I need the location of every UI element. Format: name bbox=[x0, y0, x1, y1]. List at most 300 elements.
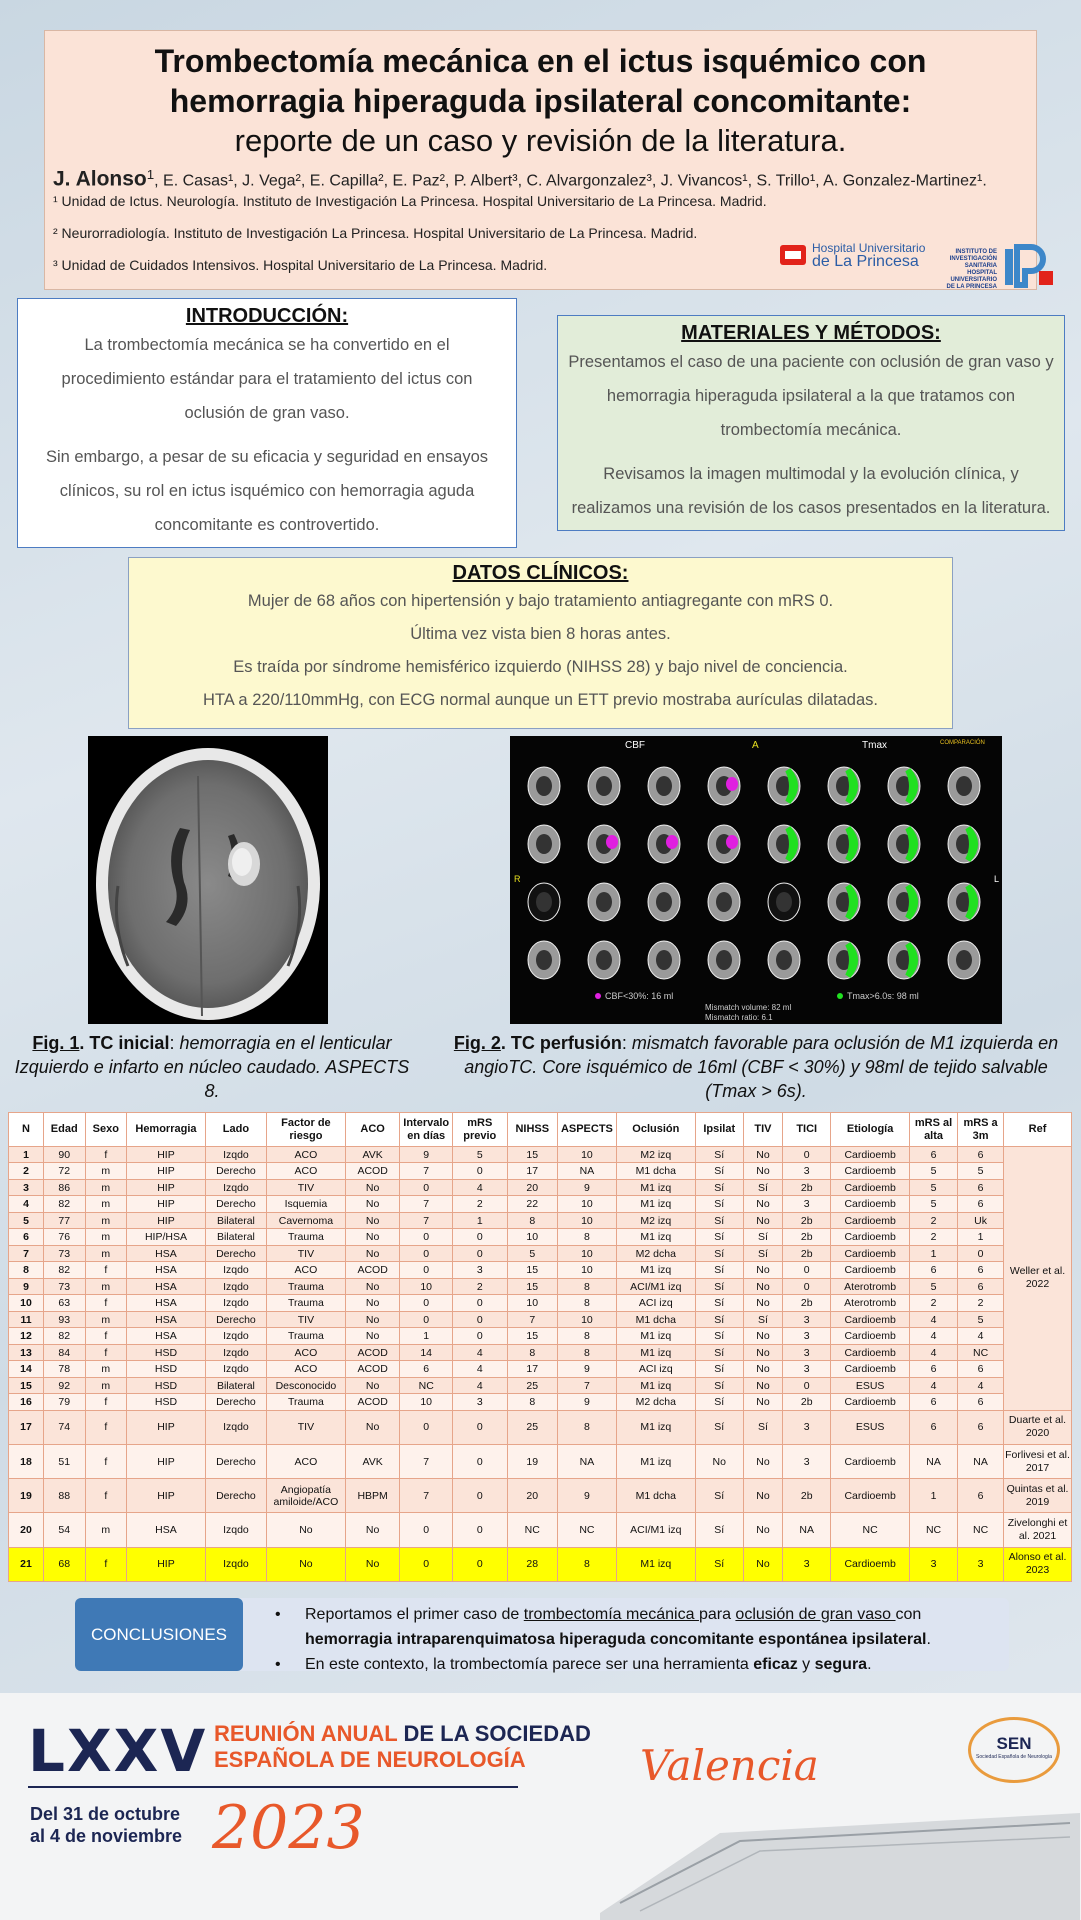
table-cell: 10 bbox=[557, 1245, 616, 1261]
table-cell: 10 bbox=[507, 1229, 557, 1245]
table-cell: Angiopatía amiloide/ACO bbox=[267, 1479, 346, 1513]
table-cell: Sí bbox=[695, 1212, 743, 1228]
clinical-line-4: HTA a 220/110mmHg, con ECG normal aunque un ETT previo mostraba aurículas dilatadas. bbox=[202, 691, 878, 709]
left-side-label: L bbox=[994, 874, 1000, 884]
hospital-logo-line1: Hospital Universitario bbox=[812, 241, 926, 255]
table-cell: f bbox=[85, 1328, 127, 1344]
table-cell: 0 bbox=[452, 1311, 507, 1327]
table-cell: No bbox=[345, 1410, 400, 1444]
table-cell: 0 bbox=[783, 1262, 831, 1278]
table-cell: NC bbox=[507, 1513, 557, 1547]
figure-2-description: mismatch favorable para oclusión de M1 izquierda en angioTC. Core isquémico de 16ml (CBF < 30%) y 98ml de tejido salvable (Tmax > 6s). bbox=[464, 1033, 1059, 1101]
table-cell: Cardioemb bbox=[831, 1479, 910, 1513]
introduction-heading: INTRODUCCIÓN: bbox=[185, 305, 349, 327]
table-cell: 0 bbox=[400, 1311, 452, 1327]
tmax-lesion-mark bbox=[788, 770, 795, 802]
table-cell: 9 bbox=[557, 1479, 616, 1513]
table-cell: f bbox=[85, 1344, 127, 1360]
table-cell: 8 bbox=[507, 1394, 557, 1410]
table-cell: f bbox=[85, 1262, 127, 1278]
table-cell: M1 izq bbox=[616, 1262, 695, 1278]
table-cell: M1 izq bbox=[616, 1547, 695, 1581]
perfusion-maps-grid bbox=[510, 736, 1002, 1024]
affiliation-3: ³ Unidad de Cuidados Intensivos. Hospital Universitario de La Princesa. Madrid. bbox=[53, 257, 548, 274]
table-cell: 2 bbox=[910, 1295, 958, 1311]
table-cell: 10 bbox=[9, 1295, 44, 1311]
table-cell: 8 bbox=[557, 1229, 616, 1245]
table-cell: No bbox=[743, 1295, 782, 1311]
conclusions-panel bbox=[75, 1598, 1009, 1671]
table-cell: f bbox=[85, 1295, 127, 1311]
table-cell: 3 bbox=[783, 1196, 831, 1212]
hospital-princesa-logo bbox=[780, 241, 925, 269]
table-cell: No bbox=[345, 1212, 400, 1228]
table-cell: No bbox=[743, 1547, 782, 1581]
clinical-heading: DATOS CLÍNICOS: bbox=[452, 562, 629, 584]
table-cell: Cardioemb bbox=[831, 1179, 910, 1195]
table-cell: 9 bbox=[557, 1361, 616, 1377]
table-header-cell: ASPECTS bbox=[557, 1113, 616, 1147]
table-header-cell: mRS previo bbox=[452, 1113, 507, 1147]
table-header-cell: TIV bbox=[743, 1113, 782, 1147]
table-cell: 6 bbox=[958, 1479, 1004, 1513]
table-cell: Izqdo bbox=[205, 1262, 266, 1278]
table-cell: 77 bbox=[43, 1212, 85, 1228]
comunidad-madrid-icon bbox=[780, 245, 806, 265]
table-cell: 10 bbox=[557, 1196, 616, 1212]
instituto-investigacion-logo bbox=[945, 249, 1055, 289]
table-cell: 1 bbox=[910, 1479, 958, 1513]
table-cell: 0 bbox=[400, 1179, 452, 1195]
tmax-legend-dot bbox=[837, 993, 843, 999]
clinical-line-3: Es traída por síndrome hemisférico izquierdo (NIHSS 28) y bajo nivel de conciencia. bbox=[233, 658, 848, 676]
table-cell: 6 bbox=[958, 1262, 1004, 1278]
table-cell: ACI/M1 izq bbox=[616, 1278, 695, 1294]
table-cell: 4 bbox=[958, 1328, 1004, 1344]
table-row bbox=[9, 1479, 1072, 1513]
table-cell: Sí bbox=[695, 1196, 743, 1212]
table-cell: ACO bbox=[267, 1163, 346, 1179]
table-header-cell: Ipsilat bbox=[695, 1113, 743, 1147]
lead-author: J. Alonso bbox=[53, 167, 147, 191]
poster-title-line1: Trombectomía mecánica en el ictus isquémico con bbox=[154, 43, 927, 79]
table-cell: 82 bbox=[43, 1262, 85, 1278]
table-cell: 51 bbox=[43, 1444, 85, 1478]
table-cell: TIV bbox=[267, 1245, 346, 1261]
table-cell: 54 bbox=[43, 1513, 85, 1547]
table-header-cell: Lado bbox=[205, 1113, 266, 1147]
table-header-cell: Etiología bbox=[831, 1113, 910, 1147]
cbf-legend-text: CBF<30%: 16 ml bbox=[605, 991, 674, 1001]
table-cell: 17 bbox=[9, 1410, 44, 1444]
table-cell: 5 bbox=[452, 1147, 507, 1163]
table-cell: Trauma bbox=[267, 1278, 346, 1294]
table-cell: 8 bbox=[557, 1328, 616, 1344]
table-cell: 7 bbox=[400, 1163, 452, 1179]
table-cell: HIP bbox=[127, 1410, 206, 1444]
table-cell: f bbox=[85, 1394, 127, 1410]
tmax-lesion-mark bbox=[968, 828, 975, 860]
table-cell: 1 bbox=[9, 1147, 44, 1163]
table-cell: 5 bbox=[910, 1278, 958, 1294]
table-cell: Cardioemb bbox=[831, 1229, 910, 1245]
table-cell: Sí bbox=[695, 1245, 743, 1261]
perfusion-slice-core bbox=[536, 950, 552, 970]
table-cell: f bbox=[85, 1147, 127, 1163]
table-cell: Derecho bbox=[205, 1444, 266, 1478]
table-cell: NC bbox=[831, 1513, 910, 1547]
a-label: A bbox=[752, 740, 759, 751]
table-cell: No bbox=[267, 1547, 346, 1581]
cbf-lesion-mark bbox=[666, 835, 678, 849]
table-cell: Sí bbox=[695, 1262, 743, 1278]
table-cell: ACOD bbox=[345, 1361, 400, 1377]
table-cell: Izqdo bbox=[205, 1361, 266, 1377]
conclusion-item-2: • En este contexto, la trombectomía parece ser una herramienta eficaz y segura. bbox=[275, 1652, 995, 1677]
table-cell: Sí bbox=[695, 1229, 743, 1245]
table-cell: ACOD bbox=[345, 1262, 400, 1278]
table-cell: No bbox=[743, 1344, 782, 1360]
table-cell: Bilateral bbox=[205, 1212, 266, 1228]
table-cell: Derecho bbox=[205, 1394, 266, 1410]
table-cell: No bbox=[267, 1513, 346, 1547]
tmax-lesion-mark bbox=[968, 886, 975, 918]
table-cell: Cardioemb bbox=[831, 1311, 910, 1327]
table-cell: M1 izq bbox=[616, 1444, 695, 1478]
table-cell: 6 bbox=[9, 1229, 44, 1245]
table-ref-cell: Zivelonghi et al. 2021 bbox=[1004, 1513, 1072, 1547]
methods-box bbox=[557, 315, 1065, 531]
table-cell: No bbox=[345, 1311, 400, 1327]
table-cell: 6 bbox=[400, 1361, 452, 1377]
table-cell: 4 bbox=[452, 1361, 507, 1377]
table-cell: 3 bbox=[783, 1444, 831, 1478]
table-cell: Desconocido bbox=[267, 1377, 346, 1393]
table-cell: ESUS bbox=[831, 1410, 910, 1444]
table-ref-cell: Alonso et al. 2023 bbox=[1004, 1547, 1072, 1581]
table-cell: m bbox=[85, 1196, 127, 1212]
table-cell: 76 bbox=[43, 1229, 85, 1245]
table-cell: HSA bbox=[127, 1295, 206, 1311]
table-cell: m bbox=[85, 1212, 127, 1228]
table-cell: 4 bbox=[452, 1179, 507, 1195]
perfusion-slice-core bbox=[776, 892, 792, 912]
table-cell: 4 bbox=[910, 1377, 958, 1393]
table-cell: 1 bbox=[452, 1212, 507, 1228]
table-cell: Sí bbox=[695, 1344, 743, 1360]
table-cell: 3 bbox=[783, 1344, 831, 1360]
table-cell: 16 bbox=[9, 1394, 44, 1410]
table-cell: 10 bbox=[400, 1278, 452, 1294]
table-cell: 0 bbox=[783, 1147, 831, 1163]
table-cell: 74 bbox=[43, 1410, 85, 1444]
table-cell: No bbox=[345, 1513, 400, 1547]
figure-2-caption: Fig. 2. TC perfusión: mismatch favorable para oclusión de M1 izquierda en angioTC. Core isquémico de 16ml (CBF < 30%) y 98ml de tejido salvable (Tmax > 6s). bbox=[453, 1033, 1059, 1101]
table-cell: 73 bbox=[43, 1278, 85, 1294]
table-cell: No bbox=[345, 1328, 400, 1344]
perfusion-slice-core bbox=[536, 776, 552, 796]
table-cell: HIP bbox=[127, 1479, 206, 1513]
table-cell: NA bbox=[958, 1444, 1004, 1478]
table-cell: 2 bbox=[452, 1196, 507, 1212]
table-cell: 15 bbox=[507, 1278, 557, 1294]
table-cell: Izqdo bbox=[205, 1295, 266, 1311]
table-cell: 0 bbox=[400, 1513, 452, 1547]
table-cell: 3 bbox=[9, 1179, 44, 1195]
table-cell: 92 bbox=[43, 1377, 85, 1393]
table-cell: 9 bbox=[9, 1278, 44, 1294]
table-cell: AVK bbox=[345, 1147, 400, 1163]
cbf-lesion-mark bbox=[606, 835, 618, 849]
table-cell: 2 bbox=[452, 1278, 507, 1294]
table-cell: M1 dcha bbox=[616, 1311, 695, 1327]
table-cell: Sí bbox=[743, 1311, 782, 1327]
table-cell: 5 bbox=[910, 1179, 958, 1195]
table-row bbox=[9, 1262, 1072, 1278]
table-cell: Sí bbox=[743, 1245, 782, 1261]
table-cell: 0 bbox=[452, 1245, 507, 1261]
tmax-lesion-mark bbox=[908, 828, 915, 860]
table-cell: 84 bbox=[43, 1344, 85, 1360]
table-cell: 19 bbox=[9, 1479, 44, 1513]
table-cell: 2 bbox=[910, 1229, 958, 1245]
perfusion-slice-core bbox=[656, 892, 672, 912]
table-cell: 3 bbox=[783, 1547, 831, 1581]
table-cell: 17 bbox=[507, 1361, 557, 1377]
table-cell: Trauma bbox=[267, 1394, 346, 1410]
table-cell: 8 bbox=[557, 1295, 616, 1311]
tmax-lesion-mark bbox=[848, 886, 855, 918]
table-cell: HIP bbox=[127, 1212, 206, 1228]
figure-2-label: Fig. 2 bbox=[453, 1033, 501, 1053]
author-list bbox=[53, 167, 1036, 191]
table-cell: 10 bbox=[557, 1262, 616, 1278]
table-header-cell: Ref bbox=[1004, 1113, 1072, 1147]
table-cell: 7 bbox=[400, 1479, 452, 1513]
table-cell: 8 bbox=[507, 1212, 557, 1228]
footer-divider bbox=[28, 1786, 518, 1788]
table-row bbox=[9, 1163, 1072, 1179]
table-cell: No bbox=[345, 1547, 400, 1581]
introduction-paragraph-1: La trombectomía mecánica se ha convertido en el procedimiento estándar para el tratamiento del ictus con oclusión de gran vaso. bbox=[61, 336, 473, 422]
table-cell: 78 bbox=[43, 1361, 85, 1377]
table-cell: 4 bbox=[910, 1311, 958, 1327]
table-cell: 10 bbox=[400, 1394, 452, 1410]
table-cell: 4 bbox=[910, 1344, 958, 1360]
table-cell: 3 bbox=[452, 1262, 507, 1278]
table-cell: 0 bbox=[400, 1262, 452, 1278]
table-cell: Sí bbox=[695, 1311, 743, 1327]
table-cell: No bbox=[743, 1212, 782, 1228]
table-cell: 2 bbox=[958, 1295, 1004, 1311]
table-cell: Sí bbox=[695, 1394, 743, 1410]
tmax-lesion-mark bbox=[908, 770, 915, 802]
table-cell: f bbox=[85, 1444, 127, 1478]
right-side-label: R bbox=[514, 874, 521, 884]
table-cell: 0 bbox=[452, 1547, 507, 1581]
table-cell: M1 izq bbox=[616, 1229, 695, 1245]
table-cell: HIP bbox=[127, 1163, 206, 1179]
table-row bbox=[9, 1394, 1072, 1410]
table-cell: Sí bbox=[695, 1410, 743, 1444]
cbf-legend-dot bbox=[595, 993, 601, 999]
conclusions-button[interactable]: CONCLUSIONES bbox=[75, 1598, 243, 1671]
congress-edition: LXXV bbox=[28, 1717, 208, 1785]
figure-1-caption: Fig. 1. TC inicial: hemorragia en el lenticular Izquierdo e infarto en núcleo caudado. ASPECTS 8. bbox=[14, 1033, 410, 1101]
table-cell: 2b bbox=[783, 1245, 831, 1261]
table-header-cell: mRS a 3m bbox=[958, 1113, 1004, 1147]
iip-logo-mark bbox=[999, 239, 1055, 289]
cbf-lesion-mark bbox=[726, 835, 738, 849]
table-cell: 4 bbox=[452, 1344, 507, 1360]
table-cell: M2 izq bbox=[616, 1147, 695, 1163]
table-cell: Sí bbox=[695, 1278, 743, 1294]
table-cell: M1 izq bbox=[616, 1179, 695, 1195]
table-cell: NA bbox=[557, 1444, 616, 1478]
table-cell: Izqdo bbox=[205, 1328, 266, 1344]
table-row bbox=[9, 1361, 1072, 1377]
poster-subtitle: reporte de un caso y revisión de la literatura. bbox=[234, 123, 847, 158]
cbf-lesion-mark bbox=[726, 777, 738, 791]
table-cell: Izqdo bbox=[205, 1278, 266, 1294]
figure-2-title: . TC perfusión bbox=[500, 1033, 622, 1053]
table-header-cell: Intervalo en días bbox=[400, 1113, 452, 1147]
table-cell: 6 bbox=[958, 1278, 1004, 1294]
introduction-box bbox=[17, 298, 517, 548]
table-cell: 7 bbox=[507, 1311, 557, 1327]
table-cell: Cardioemb bbox=[831, 1262, 910, 1278]
table-cell: 82 bbox=[43, 1196, 85, 1212]
table-cell: 14 bbox=[9, 1361, 44, 1377]
table-cell: 6 bbox=[958, 1196, 1004, 1212]
table-cell: Derecho bbox=[205, 1196, 266, 1212]
table-cell: ACOD bbox=[345, 1163, 400, 1179]
table-cell: 3 bbox=[958, 1547, 1004, 1581]
table-cell: Cardioemb bbox=[831, 1394, 910, 1410]
table-cell: 10 bbox=[557, 1147, 616, 1163]
table-cell: HIP bbox=[127, 1147, 206, 1163]
table-cell: 9 bbox=[557, 1394, 616, 1410]
table-cell: No bbox=[743, 1444, 782, 1478]
table-cell: HSA bbox=[127, 1278, 206, 1294]
table-cell: No bbox=[743, 1377, 782, 1393]
perfusion-slice-core bbox=[956, 950, 972, 970]
table-cell: 6 bbox=[910, 1262, 958, 1278]
table-cell: 6 bbox=[958, 1147, 1004, 1163]
table-cell: 0 bbox=[400, 1547, 452, 1581]
table-cell: Sí bbox=[743, 1229, 782, 1245]
table-cell: 0 bbox=[452, 1163, 507, 1179]
table-cell: ACOD bbox=[345, 1394, 400, 1410]
table-cell: 5 bbox=[910, 1163, 958, 1179]
poster-title-line2: hemorragia hiperaguda ipsilateral concomitante: bbox=[169, 83, 912, 119]
table-cell: 13 bbox=[9, 1344, 44, 1360]
table-cell: Izqdo bbox=[205, 1547, 266, 1581]
table-cell: NC bbox=[557, 1513, 616, 1547]
table-row bbox=[9, 1196, 1072, 1212]
table-cell: 8 bbox=[557, 1278, 616, 1294]
table-cell: 3 bbox=[783, 1410, 831, 1444]
table-cell: 0 bbox=[452, 1513, 507, 1547]
table-cell: Sí bbox=[695, 1513, 743, 1547]
table-cell: ESUS bbox=[831, 1377, 910, 1393]
perfusion-slice-core bbox=[656, 776, 672, 796]
table-cell: ACI/M1 izq bbox=[616, 1513, 695, 1547]
perfusion-slice-core bbox=[776, 950, 792, 970]
table-cell: No bbox=[345, 1377, 400, 1393]
hospital-logo-line2: de La Princesa bbox=[812, 253, 919, 270]
table-cell: 1 bbox=[958, 1229, 1004, 1245]
table-cell: 63 bbox=[43, 1295, 85, 1311]
table-cell: Trauma bbox=[267, 1328, 346, 1344]
table-cell: 6 bbox=[958, 1179, 1004, 1195]
perfusion-slice-core bbox=[596, 776, 612, 796]
table-cell: 0 bbox=[452, 1328, 507, 1344]
table-cell: Cardioemb bbox=[831, 1147, 910, 1163]
table-cell: ACO bbox=[267, 1361, 346, 1377]
table-cell: 5 bbox=[958, 1163, 1004, 1179]
table-cell: 8 bbox=[557, 1410, 616, 1444]
table-cell: 2b bbox=[783, 1394, 831, 1410]
lead-author-sup: 1 bbox=[146, 167, 155, 182]
mismatch-volume: Mismatch volume: 82 ml bbox=[705, 1003, 792, 1012]
table-cell: ACO bbox=[267, 1147, 346, 1163]
table-row bbox=[9, 1513, 1072, 1547]
table-cell: Cardioemb bbox=[831, 1361, 910, 1377]
clinical-data-box bbox=[128, 557, 953, 729]
table-cell: 3 bbox=[783, 1311, 831, 1327]
table-cell: No bbox=[743, 1262, 782, 1278]
table-cell: f bbox=[85, 1547, 127, 1581]
table-cell: 15 bbox=[507, 1262, 557, 1278]
table-cell: NA bbox=[783, 1513, 831, 1547]
table-cell: 10 bbox=[507, 1295, 557, 1311]
table-cell: 7 bbox=[557, 1377, 616, 1393]
table-cell: NC bbox=[958, 1344, 1004, 1360]
table-cell: No bbox=[743, 1278, 782, 1294]
table-cell: Sí bbox=[695, 1163, 743, 1179]
table-cell: M2 dcha bbox=[616, 1394, 695, 1410]
table-cell: Bilateral bbox=[205, 1377, 266, 1393]
table-cell: 4 bbox=[9, 1196, 44, 1212]
table-cell: 0 bbox=[400, 1410, 452, 1444]
table-cell: NA bbox=[557, 1163, 616, 1179]
table-cell: 3 bbox=[910, 1547, 958, 1581]
table-row bbox=[9, 1377, 1072, 1393]
table-cell: 8 bbox=[557, 1344, 616, 1360]
table-cell: 25 bbox=[507, 1377, 557, 1393]
congress-year: 2023 bbox=[212, 1793, 365, 1863]
table-cell: 6 bbox=[958, 1361, 1004, 1377]
table-cell: No bbox=[743, 1513, 782, 1547]
table-cell: Aterotromb bbox=[831, 1295, 910, 1311]
table-cell: No bbox=[743, 1328, 782, 1344]
table-cell: 6 bbox=[910, 1410, 958, 1444]
table-cell: 0 bbox=[783, 1278, 831, 1294]
table-cell: Derecho bbox=[205, 1479, 266, 1513]
table-cell: HBPM bbox=[345, 1479, 400, 1513]
table-cell: 3 bbox=[783, 1328, 831, 1344]
conclusions-list bbox=[275, 1602, 995, 1677]
table-cell: 2b bbox=[783, 1212, 831, 1228]
methods-paragraph-2: Revisamos la imagen multimodal y la evolución clínica, y realizamos una revisión de los casos presentados en la literatura. bbox=[571, 465, 1051, 517]
table-cell: Izqdo bbox=[205, 1147, 266, 1163]
table-cell: No bbox=[743, 1361, 782, 1377]
table-cell: 2 bbox=[9, 1163, 44, 1179]
table-cell: 11 bbox=[9, 1311, 44, 1327]
table-cell: 17 bbox=[507, 1163, 557, 1179]
congress-city: Valencia bbox=[640, 1741, 819, 1790]
